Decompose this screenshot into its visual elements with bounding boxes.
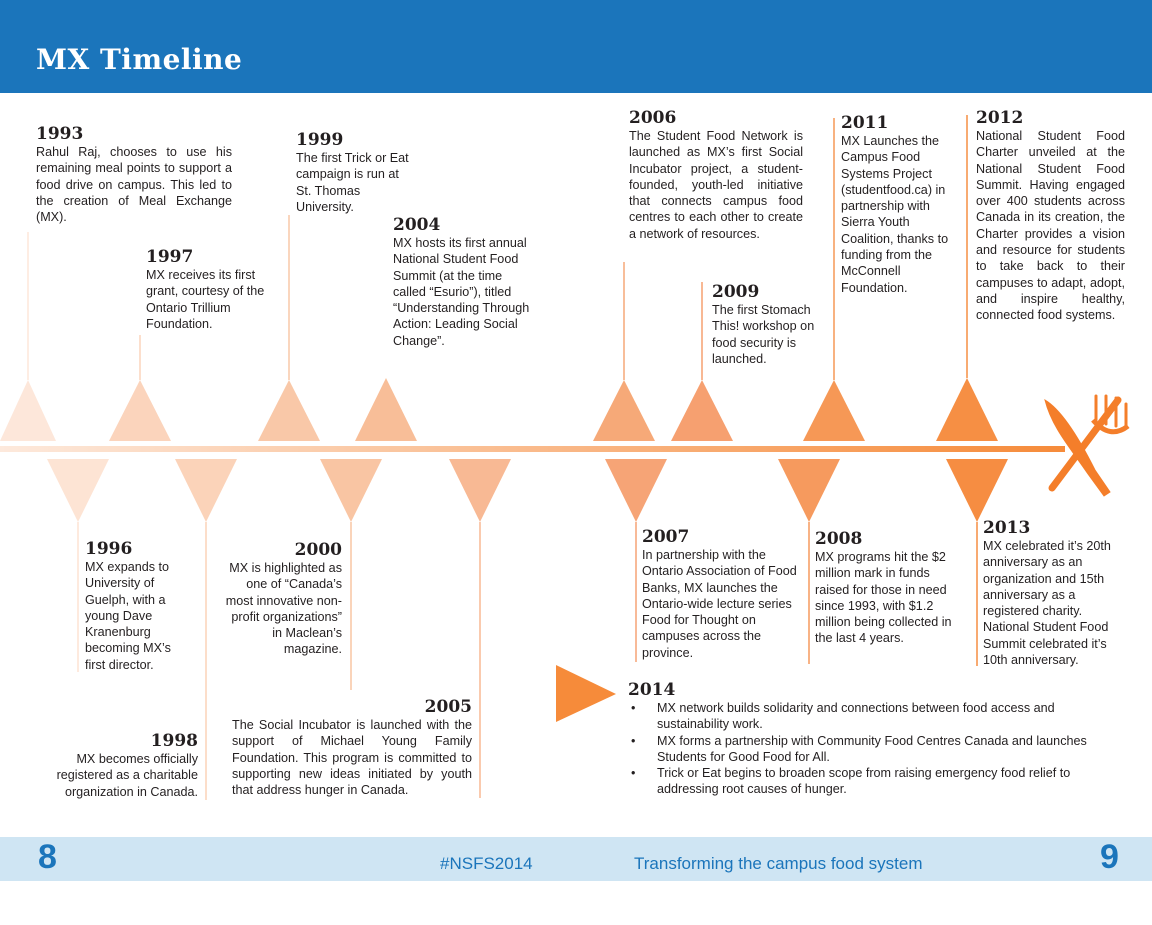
event-2009 (712, 282, 828, 367)
event-year: 1996 (85, 539, 133, 559)
event-year: 1993 (36, 124, 84, 144)
event-text: The first Trick or Eat campaign is run at St. Thomas University. (296, 151, 409, 214)
event-1996 (85, 539, 189, 673)
timeline-axis (0, 446, 1065, 452)
event-year: 2012 (976, 108, 1024, 128)
event-year: 2006 (629, 108, 677, 128)
event-text: The Social Incubator is launched with the support of Michael Young Family Foundation. This program is committed to supporting new ideas initiated by youth that address hunger in Canada. (232, 718, 472, 798)
footer-tagline: Transforming the campus food system (634, 854, 923, 873)
event-text: MX expands to University of Guelph, with a young Dave Kranenburg becoming MX’s first director. (85, 560, 171, 672)
arrow-2014-marker (556, 665, 616, 722)
event-2008 (815, 529, 961, 647)
event-year: 1998 (150, 731, 198, 751)
list-item: • MX forms a partnership with Community Food Centres Canada and launches Students for Good Food for All. (657, 733, 1128, 766)
event-text: The Student Food Network is launched as MX’s first Social Incubator project, a student-founded, youth-led initiative that connects campus food centres to each other to create a network of resources. (629, 129, 803, 241)
event-text: MX becomes officially registered as a charitable organization in Canada. (56, 752, 198, 799)
footer-bar (0, 837, 1152, 881)
event-2004 (393, 215, 533, 349)
event-year: 2014 (628, 680, 676, 700)
list-item: • Trick or Eat begins to broaden scope from raising emergency food relief to addressing root causes of hunger. (657, 765, 1128, 798)
event-text: The first Stomach This! workshop on food security is launched. (712, 303, 815, 366)
event-2005 (232, 697, 472, 798)
event-1993 (36, 124, 232, 225)
event-1999 (296, 130, 416, 215)
event-year: 1999 (296, 130, 344, 150)
event-year: 2007 (642, 527, 690, 547)
event-text: National Student Food Charter unveiled at the National Student Food Summit. Having engaged over 400 students across Canada in its creation, the Charter provides a vision and resource for students to take back to their campuses to adapt, adopt, and inspire healthy, connected food systems. (976, 129, 1125, 323)
event-text: MX programs hit the $2 million mark in funds raised for those in need since 1993, with $1.2 million being collected in the last 4 years. (815, 550, 952, 646)
page-number-left: 8 (38, 838, 57, 876)
event-text: MX is highlighted as one of “Canada’s most innovative non-profit organizations” in Maclean’s magazine. (225, 561, 342, 657)
event-2006 (629, 108, 803, 242)
list-item: • MX network builds solidarity and connections between food access and sustainability work. (657, 700, 1128, 733)
event-year: 2005 (424, 697, 472, 717)
event-text: In partnership with the Ontario Association of Food Banks, MX launches the Ontario-wide lecture series Food for Thought on campuses across the province. (642, 548, 797, 660)
event-1997 (146, 247, 276, 332)
event-1998 (30, 731, 198, 800)
page-number-right: 9 (1100, 838, 1119, 876)
event-2012 (976, 108, 1125, 324)
event-year: 2004 (393, 215, 441, 235)
event-2011 (841, 113, 953, 296)
event-text: MX celebrated it’s 20th anniversary as an organization and 15th anniversary as a registered charity. National Student Food Summit celebrated it’s 10th anniversary. (983, 539, 1111, 668)
event-text: MX Launches the Campus Food Systems Project (studentfood.ca) in partnership with Sierra Youth Coalition, thanks to funding from the McConnell Foundation. (841, 134, 949, 295)
event-2000 (222, 540, 342, 658)
event-2014 (628, 680, 1128, 798)
page-title: MX Timeline (36, 43, 243, 76)
event-year: 2008 (815, 529, 863, 549)
event-2013 (983, 518, 1125, 668)
event-year: 1997 (146, 247, 194, 267)
event-year: 2013 (983, 518, 1031, 538)
event-year: 2009 (712, 282, 760, 302)
event-2014-list (628, 700, 1128, 798)
event-year: 2011 (841, 113, 889, 133)
event-text: MX receives its first grant, courtesy of the Ontario Trillium Foundation. (146, 268, 265, 331)
event-text: MX hosts its first annual National Student Food Summit (at the time called “Esurio”), titled “Understanding Through Action: Leading Social Change”. (393, 236, 530, 348)
event-2007 (642, 527, 798, 661)
footer-hashtag: #NSFS2014 (440, 854, 533, 873)
event-text: Rahul Raj, chooses to use his remaining meal points to support a food drive on campus. This led to the creation of Meal Exchange (MX). (36, 145, 232, 225)
event-year: 2000 (294, 540, 342, 560)
